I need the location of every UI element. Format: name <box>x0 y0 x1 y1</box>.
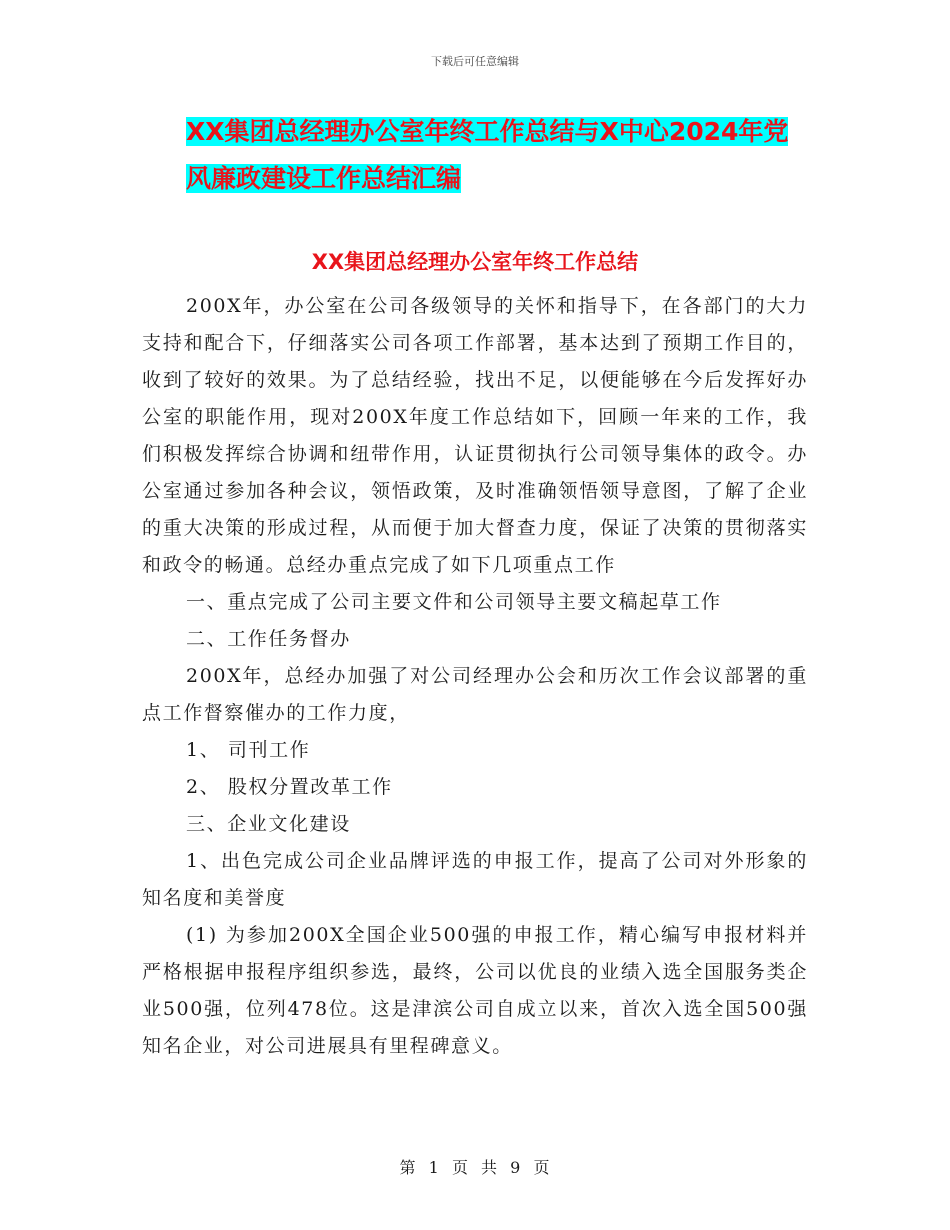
header-note: 下载后可任意编辑 <box>431 55 519 68</box>
paragraph: 三、企业文化建设 <box>186 813 351 835</box>
paragraph: 1、出色完成公司企业品牌评选的申报工作，提高了公司对外形象的知名度和美誉度 <box>142 850 808 909</box>
paragraph: 一、重点完成了公司主要文件和公司领导主要文稿起草工作 <box>186 591 722 613</box>
page-number-footer <box>0 1155 950 1178</box>
paragraph: 二、工作任务督办 <box>186 628 351 650</box>
section-title: XX集团总经理办公室年终工作总结 <box>311 250 639 274</box>
title-line-2: 风廉政建设工作总结汇编 <box>186 164 462 193</box>
current-page-number: 1 <box>428 1158 440 1177</box>
total-pages-number: 9 <box>510 1158 522 1177</box>
footer-total-label: 共 <box>481 1158 499 1177</box>
footer-prefix: 第 <box>399 1158 417 1177</box>
document-title <box>186 108 826 202</box>
paragraph: 2、 股权分置改革工作 <box>186 776 393 798</box>
title-line-1: XX集团总经理办公室年终工作总结与X中心2024年党 <box>186 117 789 146</box>
footer-suffix: 页 <box>533 1158 551 1177</box>
paragraph: 200X年，办公室在公司各级领导的关怀和指导下，在各部门的大力支持和配合下，仔细落实公司各项工作部署，基本达到了预期工作目的，收到了较好的效果。为了总结经验，找出不足，以便能够在今后发挥好办公室的职能作用，现对200X年度工作总结如下，回顾一年来的工作，我们积极发挥综合协调和纽带作用，认证贯彻执行公司领导集体的政令。办公室通过参加各种会议，领悟政策，及时准确领悟领导意图，了解了企业的重大决策的形成过程，从而便于加大督查力度，保证了决策的贯彻落实和政令的畅通。总经办重点完成了如下几项重点工作 <box>142 295 808 576</box>
paragraph: 1、 司刊工作 <box>186 739 311 761</box>
paragraph: (1) 为参加200X全国企业500强的申报工作，精心编写申报材料并严格根据申报程序组织参选，最终，公司以优良的业绩入选全国服务类企业500强，位列478位。这是津滨公司自成立以来，首次入选全国500强知名企业，对公司进展具有里程碑意义。 <box>142 924 808 1057</box>
footer-page-label: 页 <box>451 1158 469 1177</box>
document-body <box>142 288 808 1065</box>
paragraph: 200X年，总经办加强了对公司经理办公会和历次工作会议部署的重点工作督察催办的工作力度， <box>142 665 808 724</box>
